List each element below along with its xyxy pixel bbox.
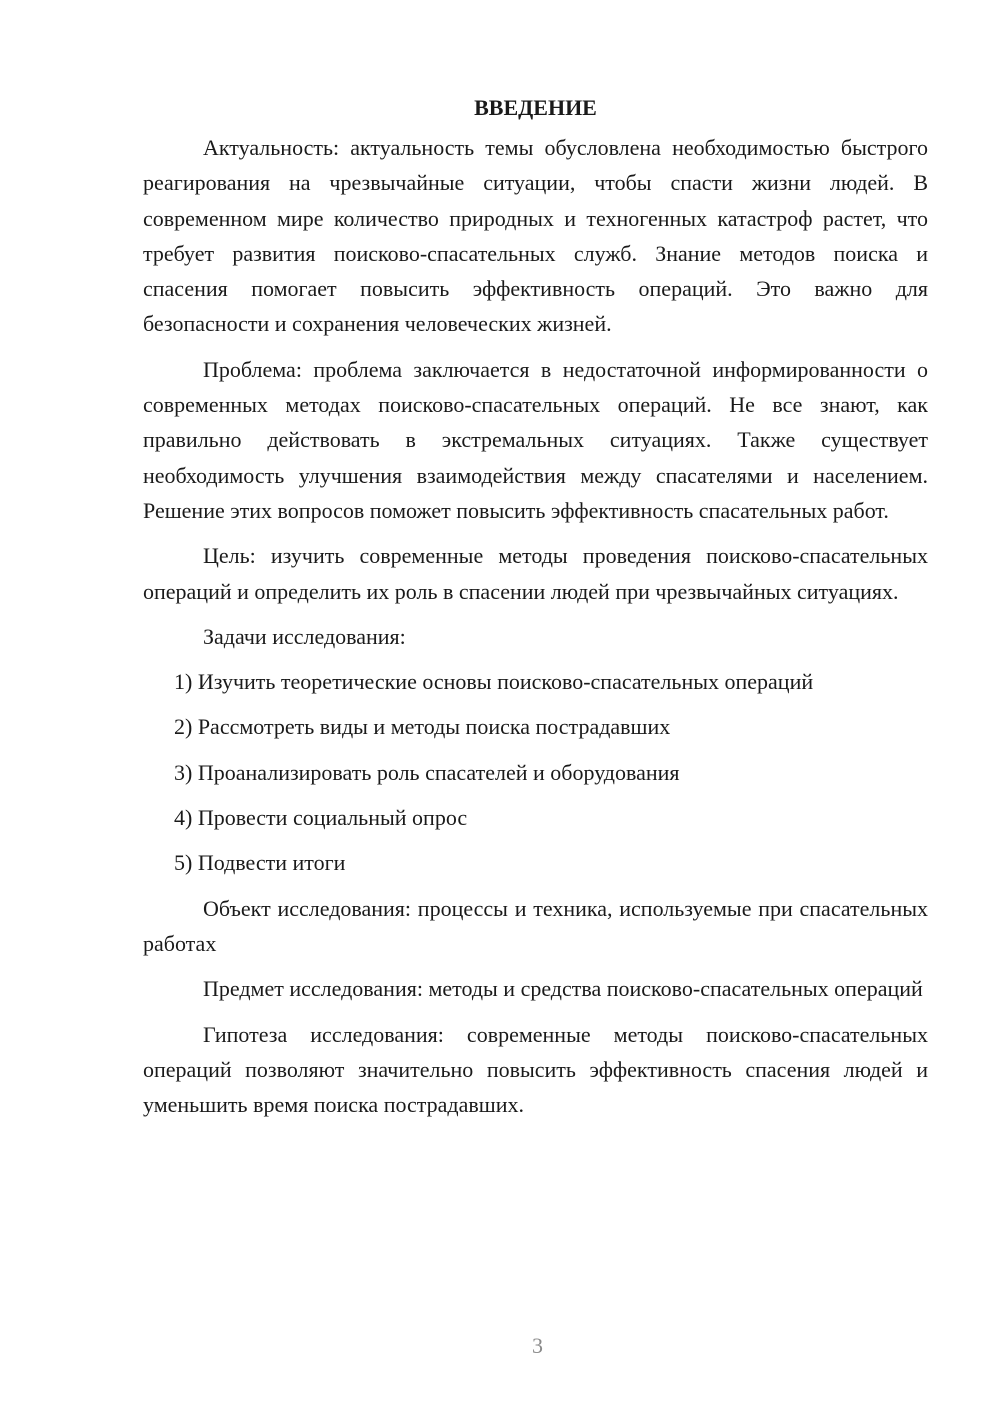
task-item: 4) Провести социальный опрос xyxy=(174,805,468,831)
task-item: 5) Подвести итоги xyxy=(174,850,346,876)
paragraph-object: Объект исследования: процессы и техника, используемые при спасательных работах xyxy=(143,895,928,956)
paragraph-relevance: Актуальность: актуальность темы обусловлена необходимостью быстрого реагирования на чрезвычайные ситуации, чтобы спасти жизни людей. В современном мире количество природных и техногенных катастроф растет, что требует развития поисково-спасательных служб. Знание методов поиска и спасения помогает повысить эффективность операций. Это важно для безопасности и сохранения человеческих жизней. xyxy=(143,135,928,337)
task-item: 2) Рассмотреть виды и методы поиска пострадавших xyxy=(174,714,671,740)
section-title: ВВЕДЕНИЕ xyxy=(474,95,597,120)
task-item: 1) Изучить теоретические основы поисково-спасательных операций xyxy=(174,669,814,695)
paragraph-problem: Проблема: проблема заключается в недостаточной информированности о современных методах поисково-спасательных операций. Не все знают, как правильно действовать в экстремальных ситуациях. Также существует необходимость улучшения взаимодействия между спасателями и населением. Решение этих вопросов поможет повысить эффективность спасательных работ. xyxy=(143,356,928,523)
paragraph-hypothesis: Гипотеза исследования: современные методы поисково-спасательных операций позволяют значительно повысить эффективность спасения людей и уменьшить время поиска пострадавших. xyxy=(143,1021,928,1118)
document-page xyxy=(143,90,928,1132)
paragraph-subject: Предмет исследования: методы и средства поисково-спасательных операций xyxy=(203,976,923,1002)
tasks-heading: Задачи исследования: xyxy=(203,623,406,649)
task-list xyxy=(143,664,928,880)
page-number: 3 xyxy=(532,1333,543,1358)
paragraph-goal: Цель: изучить современные методы проведения поисково-спасательных операций и определить их роль в спасении людей при чрезвычайных ситуациях. xyxy=(143,543,928,604)
task-item: 3) Проанализировать роль спасателей и оборудования xyxy=(174,759,680,785)
